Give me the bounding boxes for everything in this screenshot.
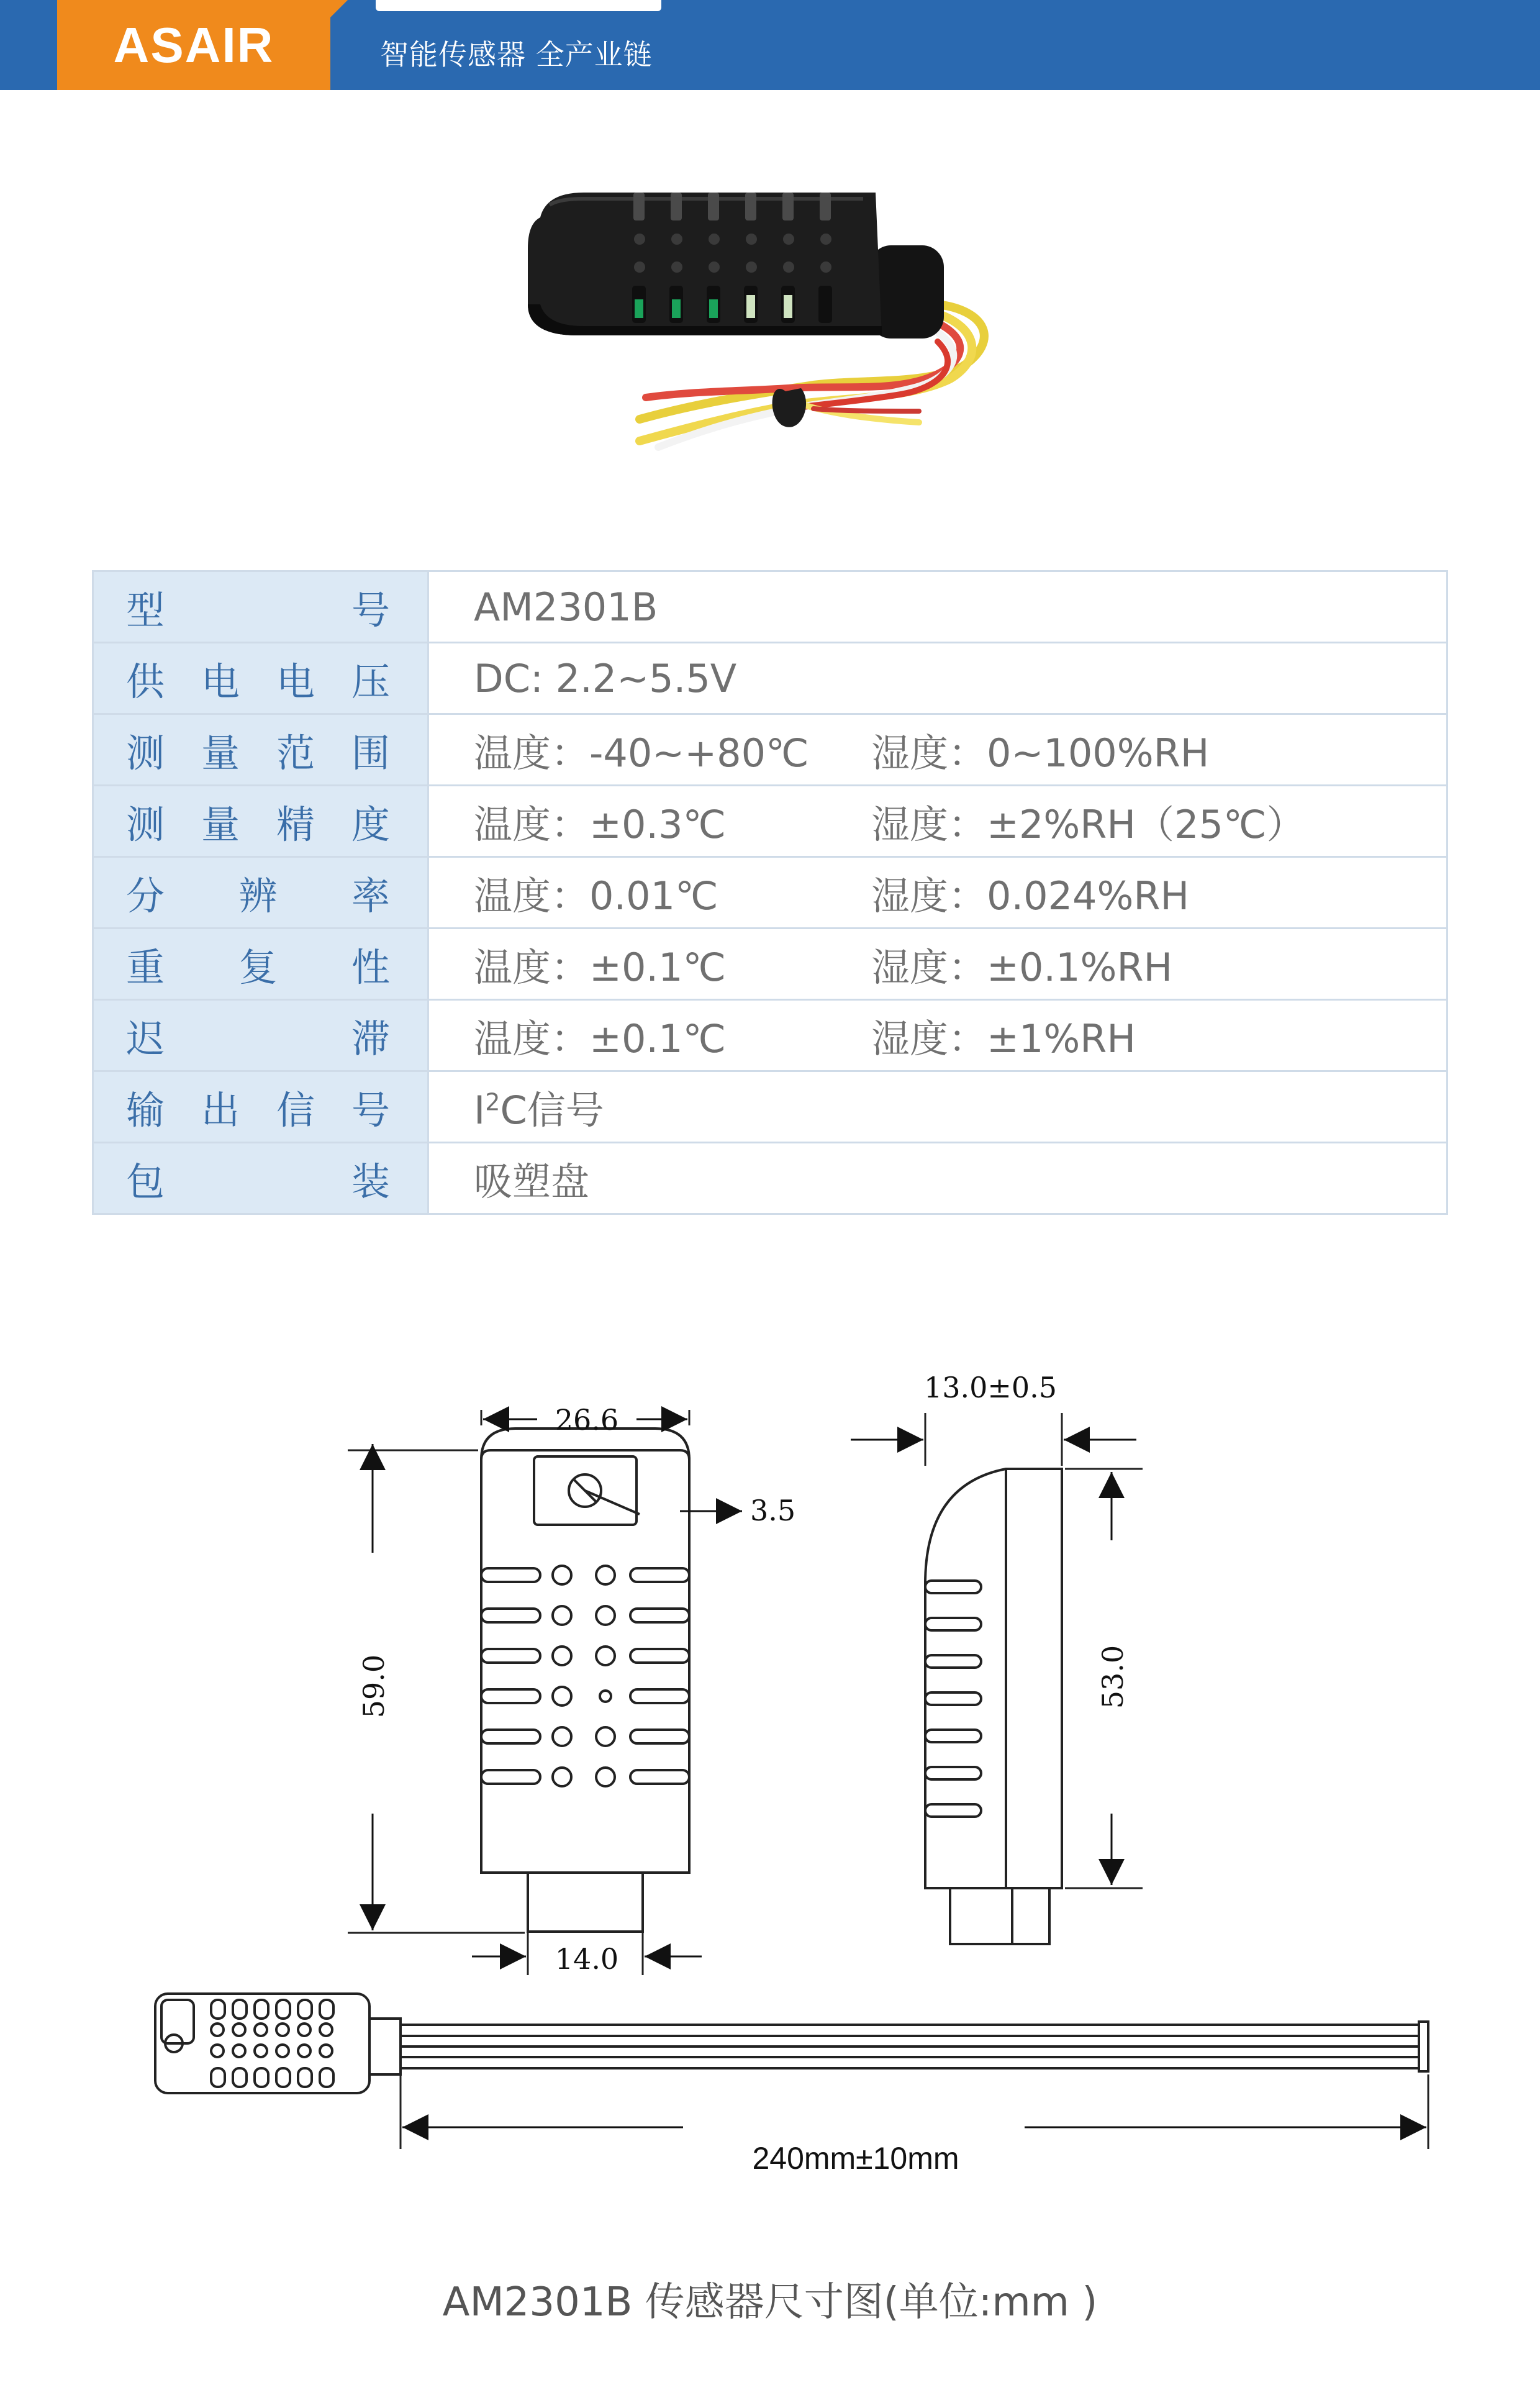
spec-hum: 湿度：0.024%RH — [871, 873, 1190, 919]
output-sup: 2 — [485, 1088, 500, 1115]
spec-temp: 温度：±0.3℃ — [474, 801, 727, 847]
spec-value: 吸塑盘 — [428, 1143, 1447, 1214]
spec-label-char: 迟 — [126, 1015, 171, 1061]
dim-depth: 13.0±0.5 — [923, 1371, 1058, 1404]
table-row — [93, 857, 1447, 929]
spec-hum: 湿度：±1%RH — [871, 1015, 1136, 1061]
spec-temp: 温度：±0.1℃ — [474, 944, 727, 990]
spec-label-char: 出 — [201, 1087, 246, 1133]
spec-label-char: 电 — [276, 658, 321, 704]
spec-value — [428, 857, 1447, 929]
spec-label-char: 电 — [201, 658, 246, 704]
dim-connector: 14.0 — [555, 1942, 619, 1976]
spec-hum: 湿度：0~100%RH — [871, 730, 1210, 776]
spec-temp: 温度：-40~+80℃ — [474, 730, 809, 776]
spec-value — [428, 1071, 1447, 1143]
spec-value — [428, 929, 1447, 1000]
spec-label-char: 分 — [126, 873, 171, 919]
spec-value — [428, 786, 1447, 857]
spec-label-char: 包 — [126, 1158, 171, 1204]
spec-temp: 温度：±0.1℃ — [474, 1015, 727, 1061]
spec-label — [93, 929, 428, 1000]
spec-label-char: 输 — [126, 1087, 171, 1133]
spec-label-char: 供 — [126, 658, 171, 704]
spec-hum: 湿度：±0.1%RH — [871, 944, 1173, 990]
spec-label-char: 测 — [126, 730, 171, 776]
table-row — [93, 1071, 1447, 1143]
brand-logo — [57, 0, 330, 90]
table-row — [93, 571, 1447, 643]
table-row — [93, 1000, 1447, 1071]
dim-width: 26.6 — [555, 1403, 619, 1437]
spec-label-char: 量 — [201, 730, 246, 776]
spec-label-char: 复 — [238, 944, 284, 990]
spec-label-char: 围 — [351, 730, 396, 776]
spec-hum: 湿度：±2%RH（25℃） — [871, 801, 1305, 847]
dim-height: 59.0 — [357, 1654, 391, 1719]
spec-label — [93, 786, 428, 857]
brand-name: ASAIR — [113, 17, 274, 73]
spec-label — [93, 571, 428, 643]
spec-label-char: 范 — [276, 730, 321, 776]
spec-value — [428, 714, 1447, 786]
spec-label — [93, 643, 428, 714]
tagline: 智能传感器 全产业链 — [380, 38, 653, 71]
spec-label-char: 度 — [351, 801, 396, 847]
drawing-caption: AM2301B 传感器尺寸图(单位:mm ) — [442, 2279, 1098, 2325]
spec-label-char: 性 — [351, 944, 396, 990]
spec-value: DC: 2.2~5.5V — [428, 643, 1447, 714]
spec-label-char: 量 — [201, 801, 246, 847]
spec-label-char: 装 — [351, 1158, 396, 1204]
dim-side-height: 53.0 — [1096, 1645, 1130, 1709]
table-row — [93, 714, 1447, 786]
spec-label-char: 滞 — [351, 1015, 396, 1061]
spec-label — [93, 1071, 428, 1143]
product-photo — [491, 180, 1062, 516]
table-row — [93, 1143, 1447, 1214]
spec-value: AM2301B — [428, 571, 1447, 643]
output-rest: C信号 — [500, 1087, 604, 1133]
spec-label-char: 信 — [276, 1087, 321, 1133]
spec-table — [92, 570, 1448, 1215]
header-banner — [0, 0, 1540, 90]
spec-label-char: 号 — [351, 587, 396, 633]
spec-label-char: 型 — [126, 587, 171, 633]
spec-label-char: 号 — [351, 1087, 396, 1133]
table-row — [93, 786, 1447, 857]
spec-label — [93, 1143, 428, 1214]
spec-label-char: 测 — [126, 801, 171, 847]
spec-label — [93, 714, 428, 786]
spec-temp: 温度：0.01℃ — [474, 873, 718, 919]
output-base: I — [474, 1087, 486, 1133]
spec-label — [93, 857, 428, 929]
spec-label-char: 辨 — [238, 873, 284, 919]
dimension-drawing — [0, 1335, 1540, 2230]
table-row — [93, 929, 1447, 1000]
dim-cable: 240mm±10mm — [752, 2141, 959, 2176]
logo-notch — [323, 0, 348, 25]
table-row — [93, 643, 1447, 714]
spec-label-char: 重 — [126, 944, 171, 990]
spec-value — [428, 1000, 1447, 1071]
spec-label-char: 精 — [276, 801, 321, 847]
spec-label-char: 压 — [351, 658, 396, 704]
spec-label — [93, 1000, 428, 1071]
spec-label-char: 率 — [351, 873, 396, 919]
header-title-cutoff — [376, 0, 661, 11]
dim-hole: 3.5 — [750, 1494, 796, 1527]
